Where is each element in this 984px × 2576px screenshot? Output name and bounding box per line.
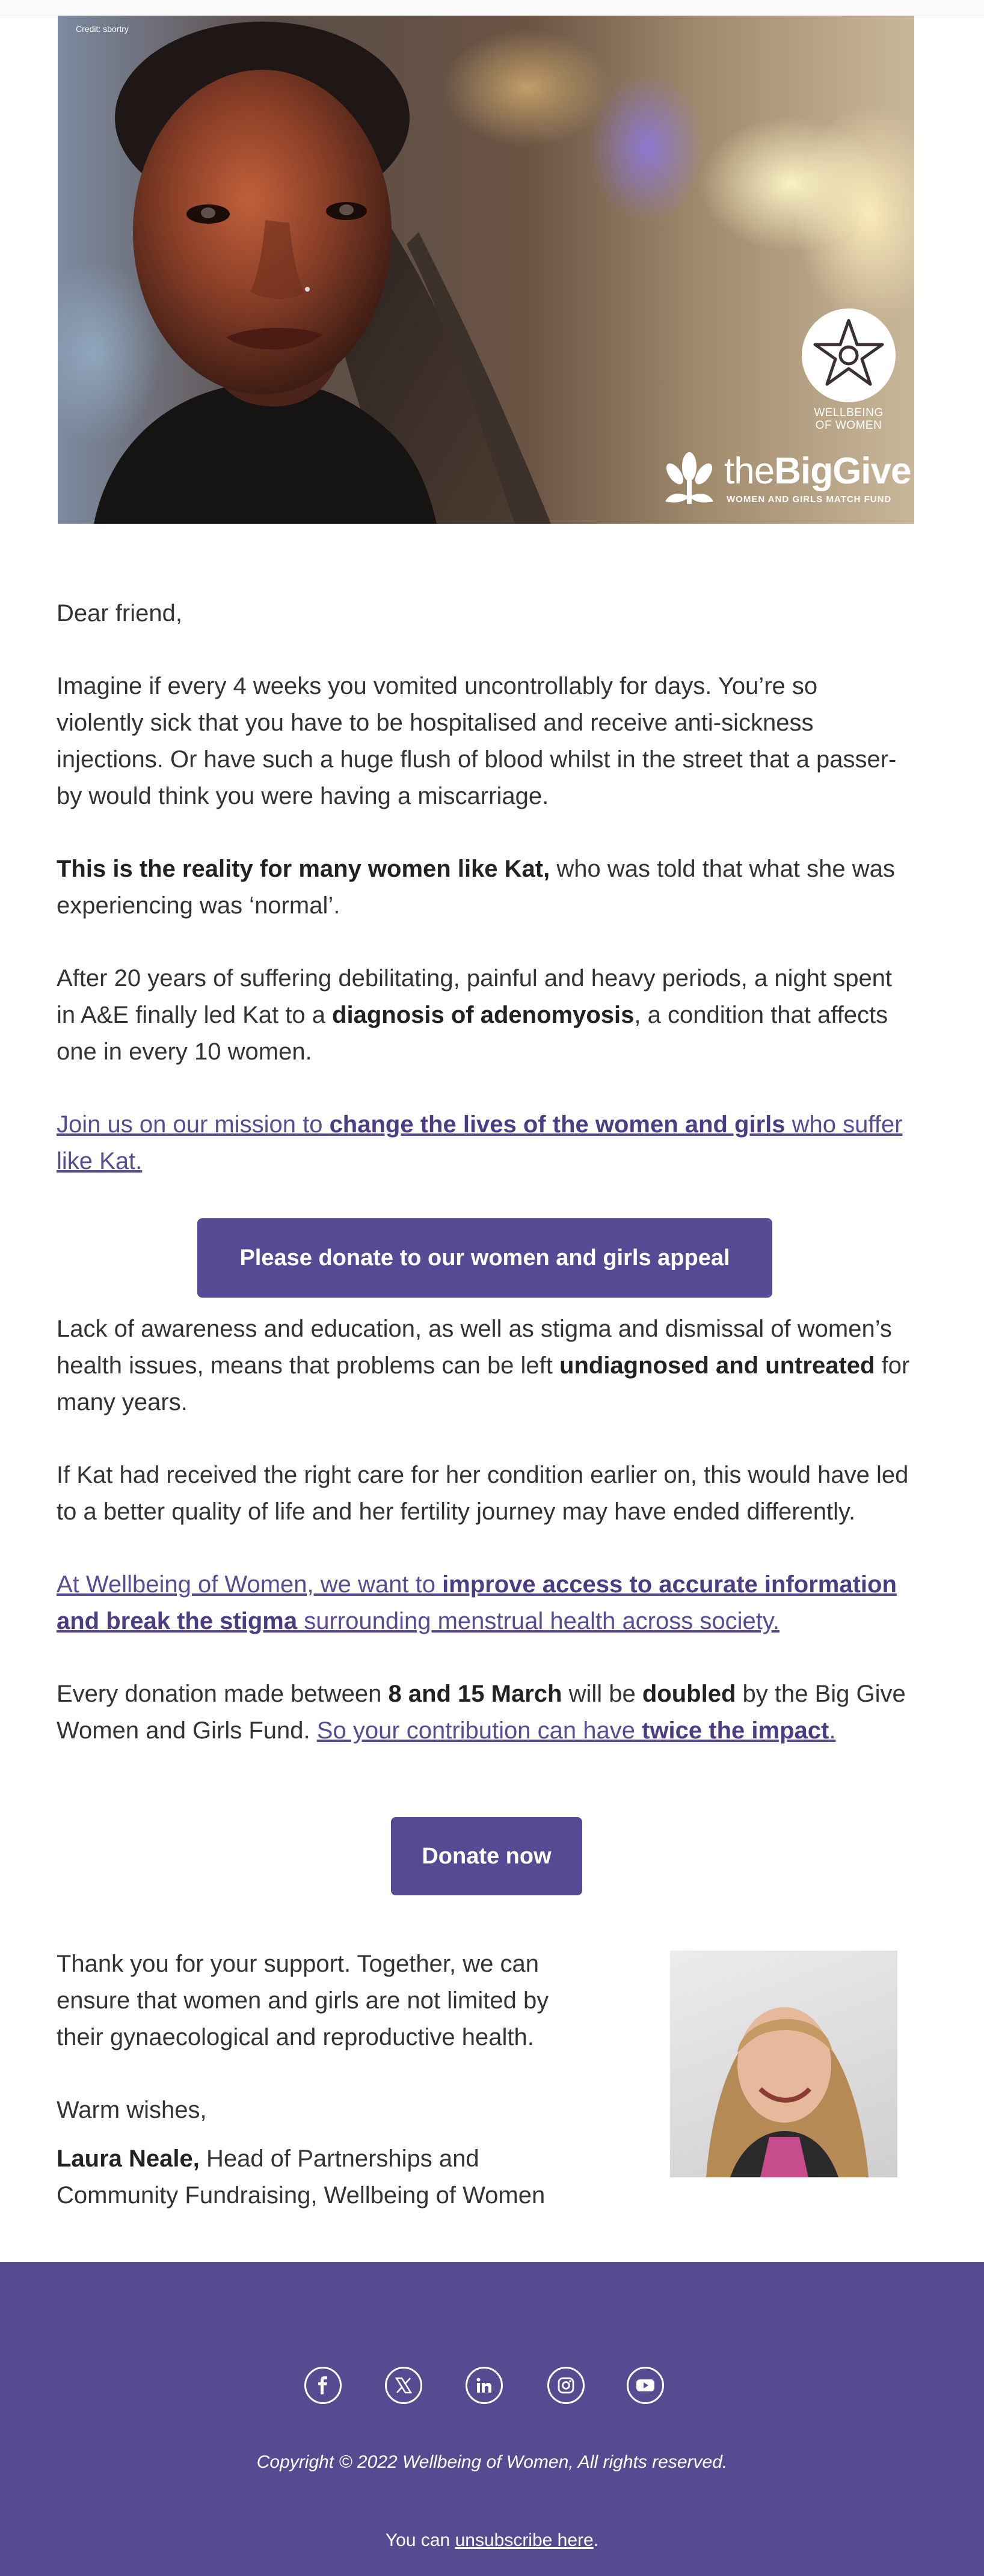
email-body-continued [57,1311,911,1749]
stigma-paragraph [57,1566,911,1640]
twice-impact-link[interactable]: So your contribution can have twice the impact. [316,1717,836,1744]
copyright-text: Copyright © 2022 Wellbeing of Women, All rights reserved. [256,2452,728,2472]
unsubscribe-link[interactable]: unsubscribe here [455,2530,594,2550]
instagram-link[interactable] [547,2367,585,2404]
paragraph-thanks: Thank you for your support. Together, we can ensure that women and girls are not limited by their gynaecological and reproductive health. [57,1951,549,2050]
signer-photo-illustration [670,1951,897,2177]
youtube-icon [636,2378,655,2393]
big-give-logo: theBigGive WOMEN AND GIRLS MATCH FUND [659,449,900,509]
paragraph-kat-care: If Kat had received the right care for her condition earlier on, this would have led to a better quality of life and her fertility journey may have ended differently. [57,1462,909,1525]
paragraph-intro: Imagine if every 4 weeks you vomited uncontrollably for days. You’re so violently sick that you have to be hospitalised and receive anti-sickness injections. Or have such a huge flush of blood whilst in the street that a passer-by would think you were having a miscarriage. [57,673,897,809]
paragraph-match: Every donation made between 8 and 15 March will be doubled by the Big Give Women and Girls Fund. So your contribution can have twice the impact. [57,1681,906,1744]
top-bar [0,0,984,16]
sign-off-section [57,1946,580,2214]
instagram-icon [557,2376,575,2394]
hero-image [58,16,914,524]
mission-link[interactable]: Join us on our mission to change the lives of the women and girls who suffer like Kat. [57,1111,903,1174]
footer [0,2262,984,2576]
mission-paragraph [57,1106,911,1180]
portrait-illustration [58,16,914,524]
stigma-link[interactable]: At Wellbeing of Women, we want to improve access to accurate information and break the stigma surrounding menstrual health across society. [57,1571,897,1634]
flower-icon [659,449,719,509]
paragraph-awareness: Lack of awareness and education, as well as stigma and dismissal of women’s health issues, means that problems can be left undiagnosed and untreated for many years. [57,1316,910,1415]
photo-credit: Credit: sbortry [76,24,129,34]
facebook-icon [315,2376,331,2394]
youtube-link[interactable] [627,2367,664,2404]
x-link[interactable] [385,2367,422,2404]
x-icon [395,2377,412,2394]
sign-off: Warm wishes, [57,2097,207,2123]
signature: Laura Neale, Head of Partnerships and Community Fundraising, Wellbeing of Women [57,2145,546,2209]
unsubscribe-text: You can unsubscribe here. [385,2530,599,2550]
email-body [57,595,911,1180]
donate-appeal-button[interactable]: Please donate to our women and girls appeal [197,1218,772,1298]
facebook-link[interactable] [304,2367,342,2404]
wellbeing-of-women-wordmark: WELLBEING OF WOMEN [814,406,884,432]
signer-photo [670,1951,897,2177]
greeting: Dear friend, [57,600,182,627]
linkedin-link[interactable] [466,2367,503,2404]
linkedin-icon [476,2377,493,2394]
wellbeing-of-women-logo [801,307,897,403]
donate-now-button[interactable]: Donate now [391,1817,582,1895]
paragraph-diagnosis: After 20 years of suffering debilitating, painful and heavy periods, a night spent in A&E finally led Kat to a diagnosis of adenomyosis, a condition that affects one in every 10 women. [57,965,893,1065]
paragraph-reality: This is the reality for many women like Kat, who was told that what she was experiencing was ‘normal’. [57,856,895,919]
